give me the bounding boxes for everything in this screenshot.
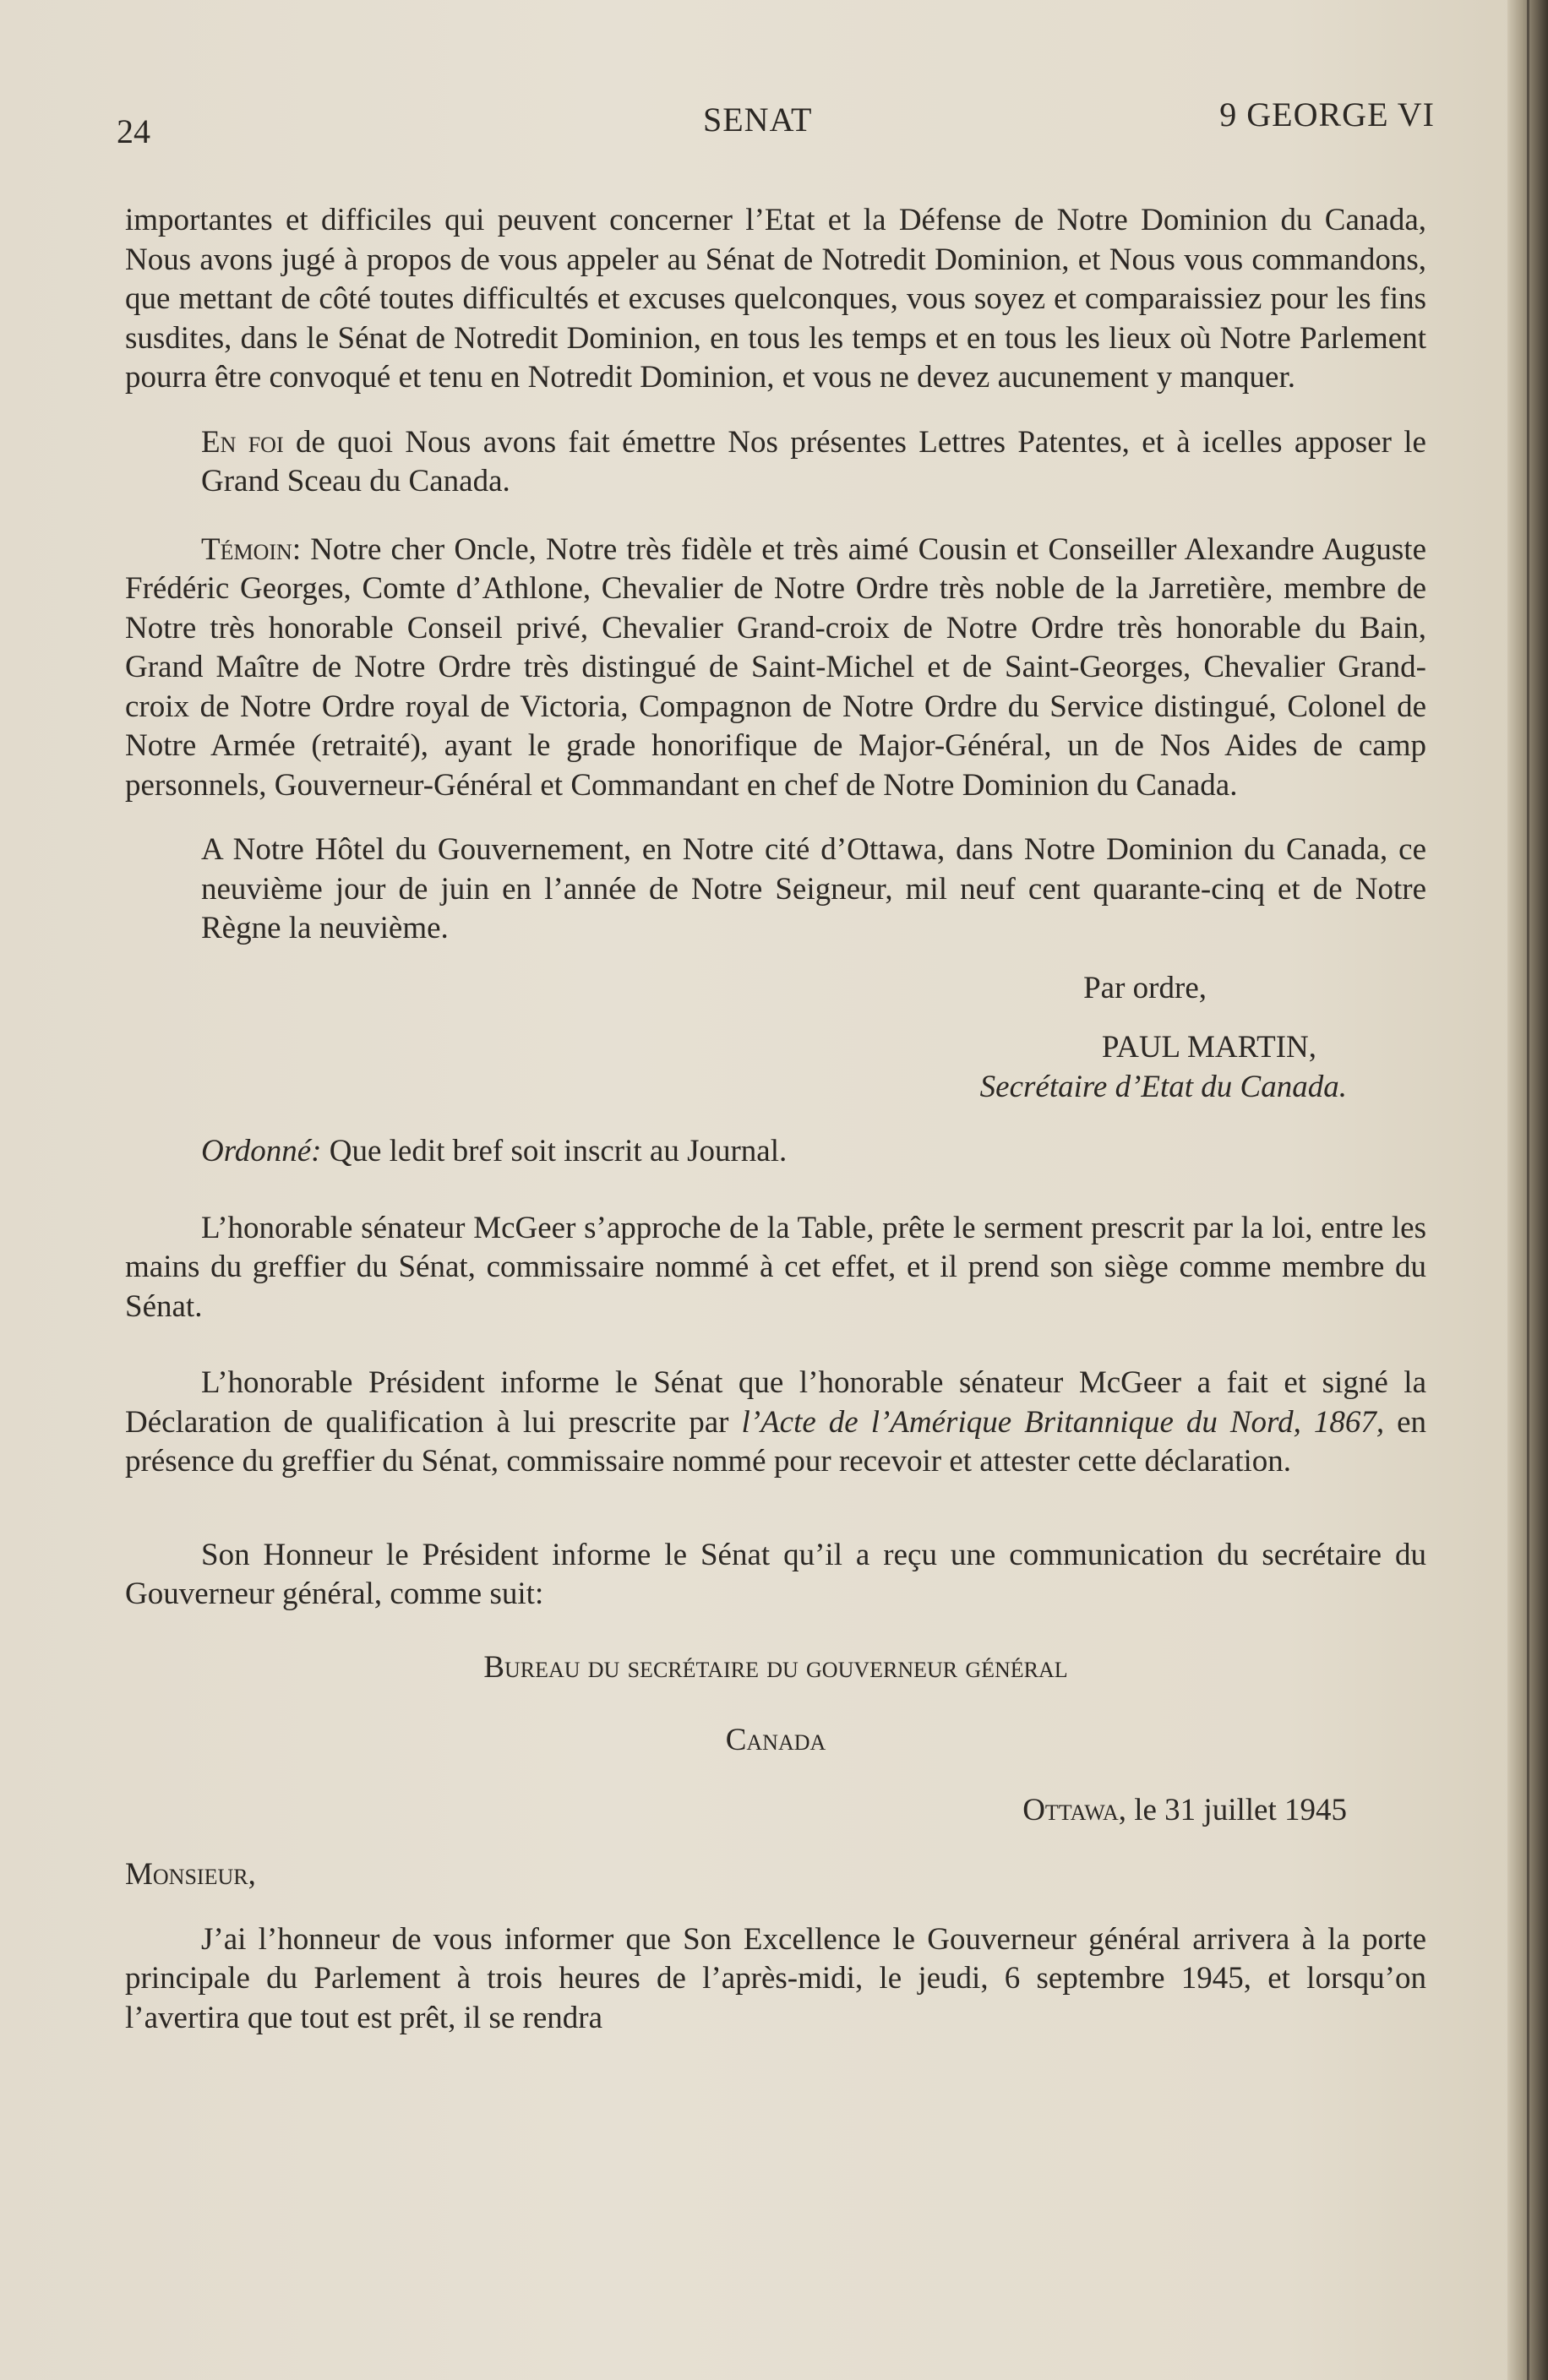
- date-line: [125, 1791, 1347, 1831]
- signatory-name: PAUL MARTIN,: [1101, 1030, 1316, 1065]
- paragraph-ordonne: [125, 1132, 1426, 1172]
- paragraph-declaration: [125, 1364, 1426, 1482]
- declaration-text-a: L’honorable Président informe le Sénat que l’honorable sénateur McGeer a fait et signé la Déclaration de qualification à lui prescrite par: [125, 1365, 1426, 1440]
- header-reign: 9 GEORGE VI: [1219, 95, 1435, 133]
- paragraph-communication: Son Honneur le Président informe le Sénat qu’il a reçu une communication du secrétaire du Gouverneur général, comme suit:: [125, 1537, 1426, 1611]
- declaration-text-b: en présence du greffier du Sénat, commissaire nommé pour recevoir et attester cette déclaration.: [125, 1404, 1426, 1479]
- hotel-text: A Notre Hôtel du Gouvernement, en Notre cité d’Ottawa, dans Notre Dominion du Canada, ce neuvième jour de juin en l’année de Notre Seigneur, mil neuf cent quarante-cinq et de Notre Règne la neuvième.: [201, 832, 1426, 945]
- paragraph-hotel: [125, 831, 1426, 949]
- temoin-text: : Notre cher Oncle, Notre très fidèle et très aimé Cousin et Conseiller Alexandre Auguste Frédéric Georges, Comte d’Athlone, Chevalier de Notre Ordre très noble de la Jarretière, membre de Notre très honorable Conseil privé, Chevalier Grand-croix de Notre Ordre très honorable du Bain, Grand Maître de Notre Ordre très distingué de Saint-Michel et de Saint-Georges, Chevalier Grand-croix de Notre Ordre royal de Victoria, Compagnon de Notre Ordre du Service distingué, Colonel de Notre Armée (retraité), ayant le grade honorifique de Major-Général, un de Nos Aides de camp personnels, Gouverneur-Général et Commandant en chef de Notre Dominion du Canada.: [125, 531, 1426, 803]
- en-foi-text: de quoi Nous avons fait émettre Nos présentes Lettres Patentes, et à icelles apposer le Grand Sceau du Canada.: [201, 424, 1426, 498]
- canada-heading: Canada: [725, 1723, 826, 1757]
- ordonne-text: Que ledit bref soit inscrit au Journal.: [321, 1134, 788, 1168]
- salutation: Monsieur,: [125, 1857, 256, 1892]
- header-title: SENAT: [703, 101, 813, 139]
- book-binding-gutter: [1507, 0, 1548, 2380]
- en-foi-lead: En foi: [201, 424, 284, 460]
- page-number: 24: [117, 112, 150, 150]
- date-text: le 31 juillet 1945: [1126, 1792, 1347, 1827]
- temoin-lead: Témoin: [201, 531, 292, 567]
- paragraph-continuation: importantes et difficiles qui peuvent concerner l’Etat et la Défense de Notre Dominion du Canada, Nous avons jugé à propos de vous appeler au Sénat de Notredit Dominion, et Nous vous commandons, que mettant de côté toutes difficultés et excuses quelconques, vous soyez et comparaissiez pour les fins susdites, dans le Sénat de Notredit Dominion, en tous les temps et en tous les lieux où Notre Parlement pourra être convoqué et tenu en Notredit Dominion, et vous ne devez aucunement y manquer.: [125, 203, 1426, 395]
- page-body: [125, 201, 1426, 2038]
- par-ordre: Par ordre,: [1083, 970, 1207, 1005]
- paragraph-letter: J’ai l’honneur de vous informer que Son Excellence le Gouverneur général arrivera à la porte principale du Parlement à trois heures de l’après-midi, le jeudi, 6 septembre 1945, et lorsqu’on l’avertira que tout est prêt, il se rendra: [125, 1921, 1426, 2035]
- running-header: [117, 95, 1435, 150]
- paragraph-en-foi: [125, 423, 1426, 502]
- paragraph-temoin: [125, 531, 1426, 806]
- signatory-title: Secrétaire d’Etat du Canada.: [979, 1069, 1347, 1104]
- date-place: Ottawa,: [1022, 1792, 1126, 1827]
- declaration-act-title: l’Acte de l’Amérique Britannique du Nord, 1867,: [741, 1404, 1385, 1440]
- bureau-heading: Bureau du secrétaire du gouverneur général: [483, 1649, 1068, 1685]
- ordonne-lead: Ordonné:: [201, 1134, 322, 1168]
- paragraph-serment: L’honorable sénateur McGeer s’approche de la Table, prête le serment prescrit par la loi, entre les mains du greffier du Sénat, commissaire nommé à cet effet, et il prend son siège comme membre du Sénat.: [125, 1210, 1426, 1324]
- binding-edge: [1527, 0, 1529, 2380]
